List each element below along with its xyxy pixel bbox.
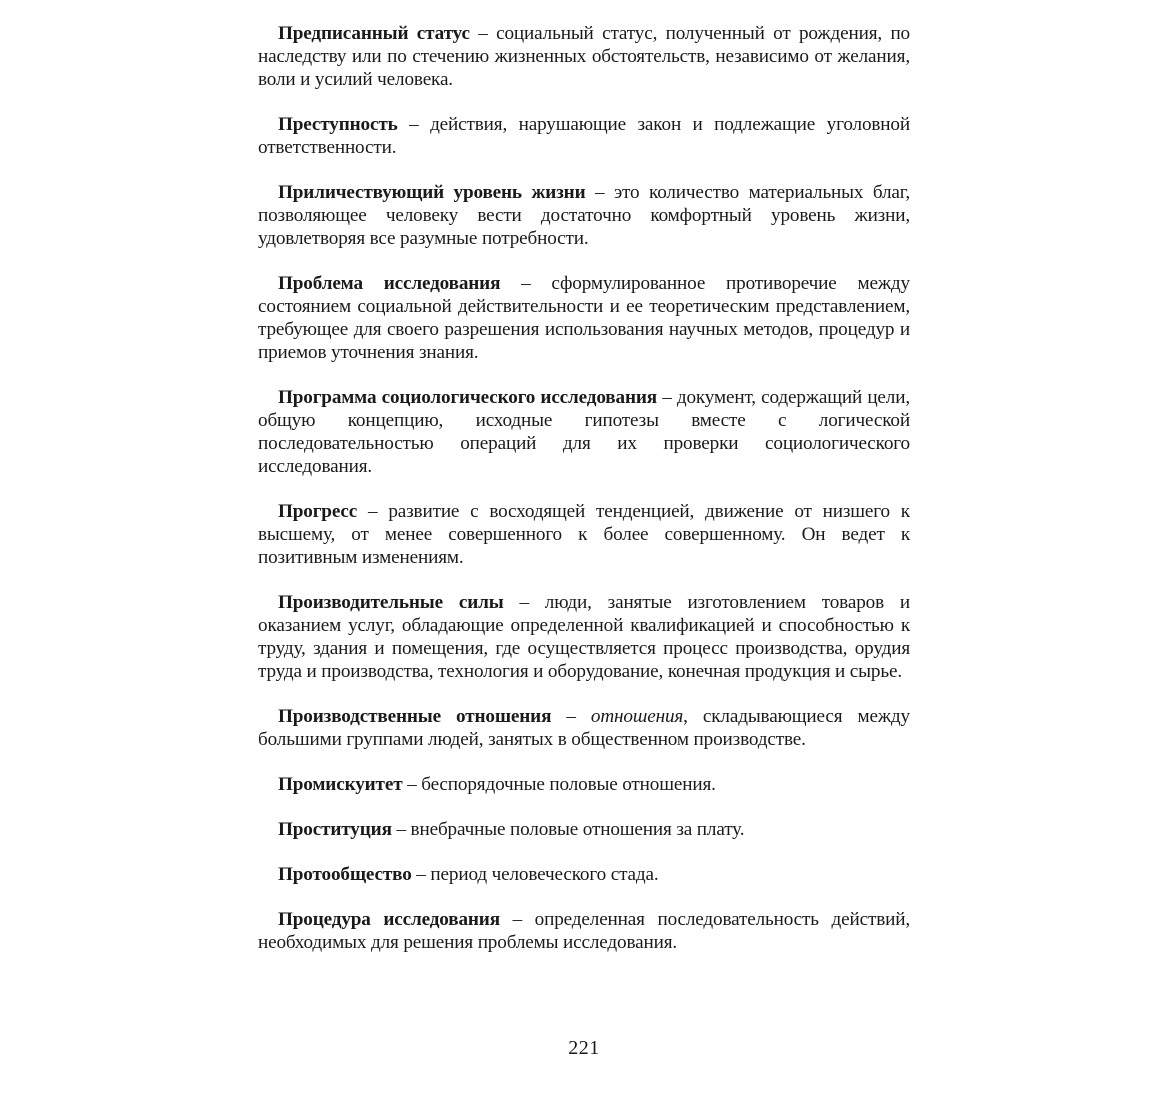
glossary-entry xyxy=(258,818,910,841)
entry-separator: – xyxy=(503,592,545,613)
glossary-entry xyxy=(258,705,910,751)
glossary-entry xyxy=(258,181,910,250)
entry-term: Преступность xyxy=(278,114,398,135)
entry-separator: – xyxy=(657,387,677,408)
entry-term: Приличествующий уровень жизни xyxy=(278,182,586,203)
entry-term: Промискуитет xyxy=(278,774,403,795)
entry-separator: – xyxy=(357,501,389,522)
entry-definition: , складывающиеся между большими группами людей, занятых в общественном производстве. xyxy=(258,706,910,750)
entry-separator: – xyxy=(391,819,411,840)
entry-term: Проституция xyxy=(278,819,392,840)
glossary-entry xyxy=(258,113,910,159)
page-number: 221 xyxy=(568,1037,600,1059)
entry-definition: беспорядочные половые отношения. xyxy=(421,774,716,795)
glossary-entry xyxy=(258,22,910,91)
entry-definition: определенная последовательность действий, необходимых для решения проблемы исследования. xyxy=(258,909,910,953)
glossary-entry xyxy=(258,773,910,796)
glossary-entry xyxy=(258,863,910,886)
book-page xyxy=(258,22,910,1082)
entry-separator: – xyxy=(585,182,614,203)
entry-definition-italic: отношения xyxy=(590,706,684,727)
entry-definition: социальный статус, полученный от рождения, по наследству или по стечению жизненных обстоятельств, независимо от желания, воли и усилий человека. xyxy=(258,23,911,90)
entry-term: Программа социологического исследования xyxy=(278,387,657,408)
entry-separator: – xyxy=(411,864,431,885)
entry-separator: – xyxy=(397,114,431,135)
entry-definition: документ, содержащий цели, общую концепцию, исходные гипотезы вместе с логической последовательностью операций для их проверки социологического исследования. xyxy=(258,387,910,477)
entry-definition: период человеческого стада. xyxy=(430,864,659,885)
entry-term: Производственные отношения xyxy=(278,706,552,727)
entry-definition: сформулированное противоречие между состоянием социальной действительности и ее теоретическим представлением, требующее для своего разрешения использования научных методов, процедур и приемов уточнения знания. xyxy=(258,273,910,363)
entry-term: Прогресс xyxy=(278,501,358,522)
entry-term: Проблема исследования xyxy=(278,273,501,294)
entry-separator: – xyxy=(469,23,497,44)
entry-definition: действия, нарушающие закон и подлежащие уголовной ответственности. xyxy=(258,114,910,158)
entry-term: Протообщество xyxy=(278,864,412,885)
entry-term: Производительные силы xyxy=(278,592,504,613)
entry-separator: – xyxy=(499,909,535,930)
entry-separator: – xyxy=(500,273,552,294)
entry-term: Процедура исследования xyxy=(278,909,500,930)
glossary-entry xyxy=(258,908,910,954)
glossary-entry xyxy=(258,500,910,569)
entry-term: Предписанный статус xyxy=(278,23,470,44)
entry-definition: это количество материальных благ, позволяющее человеку вести достаточно комфортный уровень жизни, удовлетворяя все разумные потребности. xyxy=(258,182,911,249)
entry-definition: люди, занятые изготовлением товаров и оказанием услуг, обладающие определенной квалификацией и способностью к труду, здания и помещения, где осуществляется процесс производства, орудия труда и производства, технология и оборудование, конечная продукция и сырье. xyxy=(258,592,910,682)
entry-separator: – xyxy=(551,706,591,727)
glossary-entry xyxy=(258,386,910,478)
entry-definition: развитие с восходящей тенденцией, движение от низшего к высшему, от менее совершенного к более совершенному. Он ведет к позитивным изменениям. xyxy=(258,501,910,568)
glossary-entry xyxy=(258,591,910,683)
entry-definition: внебрачные половые отношения за плату. xyxy=(410,819,745,840)
glossary-entry xyxy=(258,272,910,364)
entry-separator: – xyxy=(402,774,422,795)
glossary-entries xyxy=(258,22,910,954)
